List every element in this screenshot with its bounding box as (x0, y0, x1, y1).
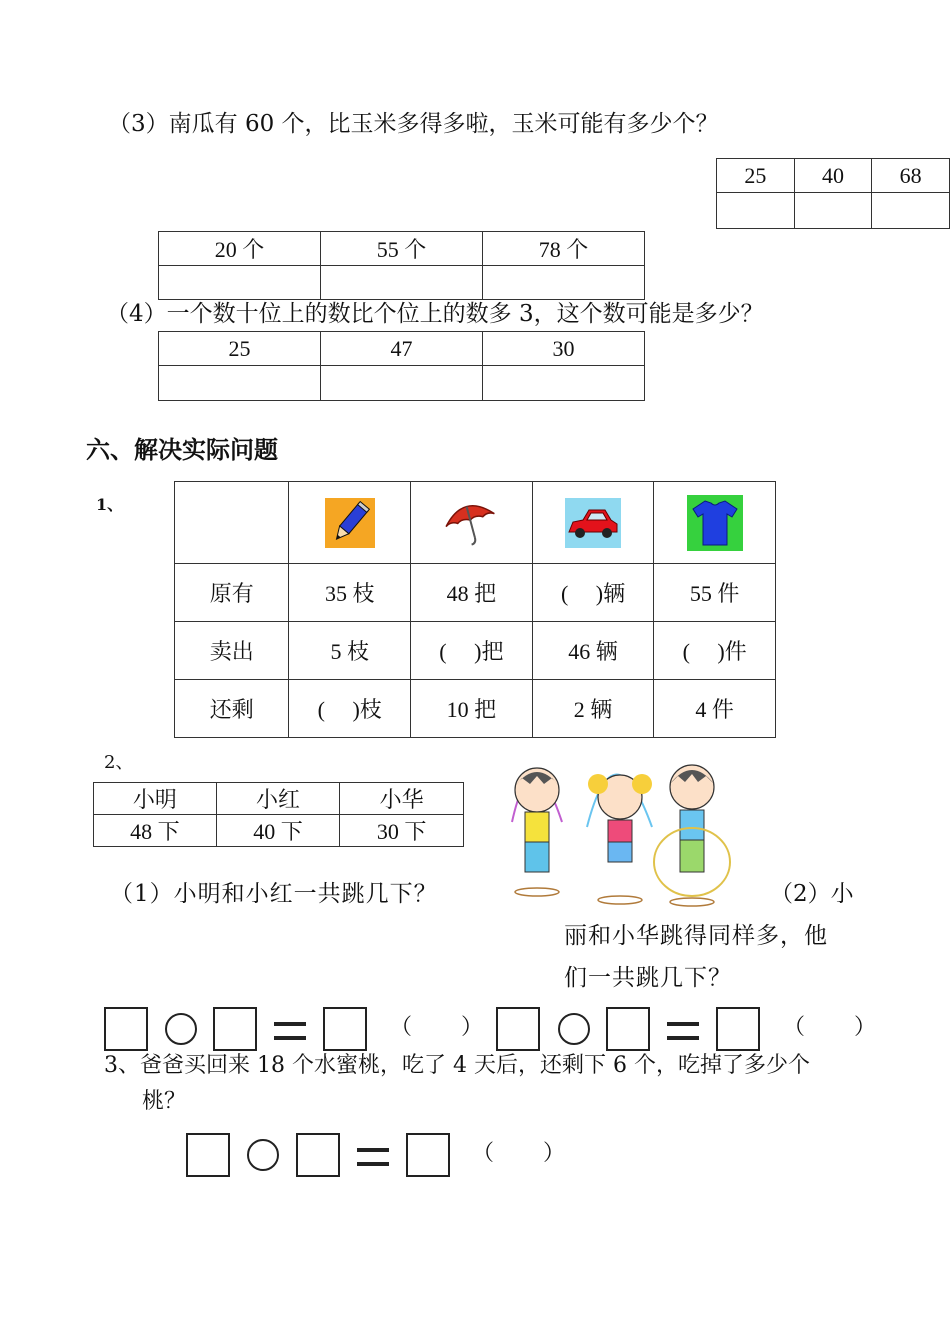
section-heading: 六、解决实际问题 (86, 436, 278, 464)
option-cell: 78 个 (483, 232, 645, 266)
operator-circle[interactable] (558, 1013, 590, 1045)
option-cell: 68 (872, 159, 950, 193)
option-cell: 25 (717, 159, 795, 193)
answer-box[interactable] (296, 1133, 340, 1177)
operator-circle[interactable] (247, 1139, 279, 1171)
answer-box[interactable] (716, 1007, 760, 1051)
q3-options-table (158, 231, 645, 300)
car-cell (532, 482, 654, 564)
q4-question: （4）一个数十位上的数比个位上的数多 3，这个数可能是多少？ (106, 301, 764, 327)
answer-cell[interactable] (794, 193, 872, 229)
count-cell: 40 下 (216, 815, 340, 847)
problem-1-label: 1、 (96, 495, 124, 514)
table-cell: 46 辆 (532, 622, 654, 680)
option-cell: 47 (321, 332, 483, 366)
answer-box[interactable] (186, 1133, 230, 1177)
answer-box[interactable] (406, 1133, 450, 1177)
unit-parentheses[interactable]: （ ） (783, 1015, 876, 1040)
unit-parentheses[interactable]: （ ） (472, 1141, 565, 1166)
shirt-icon (687, 495, 743, 551)
umbrella-cell (411, 482, 533, 564)
problem-2-question-1: （1）小明和小红一共跳几下？ (110, 881, 438, 907)
problem-2-question-2-line2: 丽和小华跳得同样多，他 (564, 923, 828, 949)
count-cell: 48 下 (94, 815, 217, 847)
jump-count-table (93, 782, 464, 847)
option-cell: 30 (483, 332, 645, 366)
operator-circle[interactable] (165, 1013, 197, 1045)
answer-box[interactable] (104, 1007, 148, 1051)
answer-cell[interactable] (483, 266, 645, 300)
option-cell: 25 (159, 332, 321, 366)
table-cell[interactable]: ( )辆 (532, 564, 654, 622)
jump-rope-kids-illustration (492, 742, 752, 907)
name-cell: 小明 (94, 783, 217, 815)
unit-parentheses[interactable]: （ ） (390, 1015, 483, 1040)
q3-options-right-table (716, 158, 950, 229)
table-cell: 48 把 (411, 564, 533, 622)
table-cell: 10 把 (411, 680, 533, 738)
option-cell: 40 (794, 159, 872, 193)
answer-box[interactable] (323, 1007, 367, 1051)
answer-cell[interactable] (717, 193, 795, 229)
pencil-icon (325, 498, 375, 548)
q4-options-table (158, 331, 645, 401)
pencil-cell (289, 482, 411, 564)
answer-cell[interactable] (321, 366, 483, 401)
answer-cell[interactable] (872, 193, 950, 229)
table-cell: 35 枝 (289, 564, 411, 622)
table-cell: 4 件 (654, 680, 776, 738)
row-label: 还剩 (175, 680, 289, 738)
corner-cell (175, 482, 289, 564)
row-label: 卖出 (175, 622, 289, 680)
answer-cell[interactable] (159, 266, 321, 300)
name-cell: 小红 (216, 783, 340, 815)
table-cell: 5 枝 (289, 622, 411, 680)
option-cell: 20 个 (159, 232, 321, 266)
answer-box[interactable] (496, 1007, 540, 1051)
answer-box[interactable] (213, 1007, 257, 1051)
car-icon (565, 498, 621, 548)
answer-cell[interactable] (321, 266, 483, 300)
answer-cell[interactable] (483, 366, 645, 401)
answer-box[interactable] (606, 1007, 650, 1051)
problem-3-question-cont: 桃？ (142, 1089, 187, 1114)
name-cell: 小华 (340, 783, 464, 815)
problem-2-label: 2、 (104, 752, 134, 773)
answer-cell[interactable] (159, 366, 321, 401)
q3-question: （3）南瓜有 60 个，比玉米多得多啦，玉米可能有多少个？ (108, 111, 719, 137)
problem-2-question-2-line3: 们一共跳几下？ (564, 965, 732, 991)
table-cell[interactable]: ( )把 (411, 622, 533, 680)
sales-table (174, 481, 776, 738)
row-label: 原有 (175, 564, 289, 622)
problem-2-question-2-start: （2）小 (770, 881, 854, 907)
option-cell: 55 个 (321, 232, 483, 266)
table-cell: 55 件 (654, 564, 776, 622)
shirt-cell (654, 482, 776, 564)
table-cell[interactable]: ( )枝 (289, 680, 411, 738)
problem-3-question: 3、爸爸买回来 18 个水蜜桃，吃了 4 天后，还剩下 6 个，吃掉了多少个 (104, 1053, 810, 1078)
table-cell[interactable]: ( )件 (654, 622, 776, 680)
table-cell: 2 辆 (532, 680, 654, 738)
umbrella-icon (442, 498, 500, 548)
count-cell: 30 下 (340, 815, 464, 847)
